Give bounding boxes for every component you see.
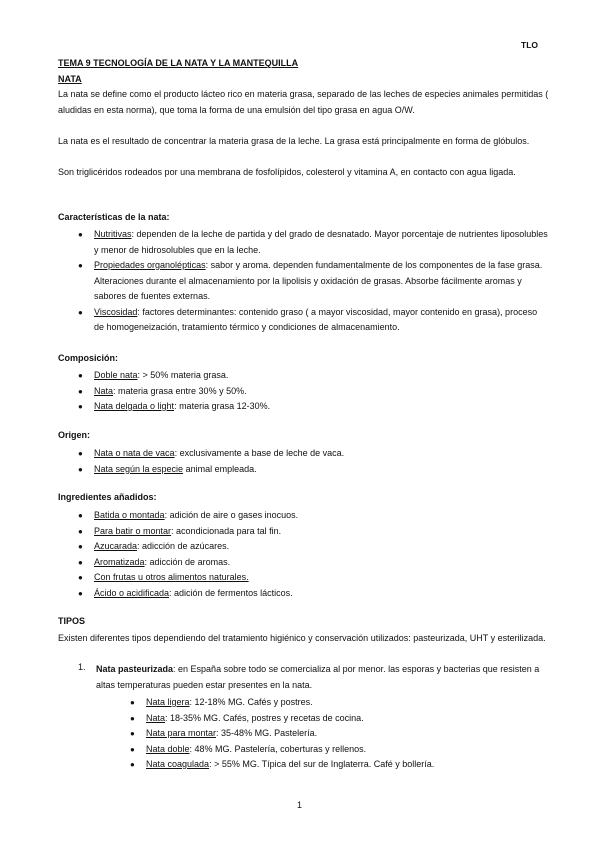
ingredientes-heading: Ingredientes añadidos: — [58, 492, 157, 502]
list-item — [78, 662, 548, 693]
tipos-intro: Existen diferentes tipos dependiendo del tratamiento higiénico y conservación utilizados: pasteurizada, UHT y esterilizada. — [58, 633, 546, 643]
list-item — [78, 586, 548, 602]
list-item — [78, 399, 548, 415]
item-text: : sabor y aroma. dependen fundamentalmente de los componentes de la fase grasa. Alteraciones durante el almacenamiento por la lipolisis y oxidación de grasas. Absorbe fácilmente aromas y sabores de fuentes externas. — [94, 260, 543, 301]
list-item — [78, 305, 548, 336]
item-term: Nata para montar — [146, 728, 217, 738]
ingredientes-list — [78, 508, 548, 601]
pasteurizada-sublist — [130, 695, 550, 773]
item-text: : acondicionada para tal fin. — [171, 525, 282, 536]
item-text: : materia grasa 12-30%. — [174, 401, 271, 411]
list-item — [130, 711, 550, 727]
item-text: : > 50% materia grasa. — [137, 370, 229, 380]
item-number: 1. — [78, 662, 86, 672]
item-text: : adicción de azúcares. — [137, 541, 230, 551]
item-text: : 35-48% MG. Pastelería. — [216, 728, 318, 738]
item-term: Nata doble — [146, 743, 190, 754]
item-term: Nata pasteurizada — [96, 664, 174, 674]
composicion-list — [78, 368, 548, 415]
page-header: TLO — [521, 40, 538, 50]
item-text: : exclusivamente a base de leche de vaca. — [174, 448, 345, 458]
item-term: Viscosidad — [94, 306, 138, 317]
section-subtitle: NATA — [58, 74, 82, 84]
item-term: Nata — [94, 385, 114, 396]
origen-heading: Origen: — [58, 430, 91, 440]
item-term: Nata ligera — [146, 697, 190, 707]
item-term: Propiedades organolépticas — [94, 260, 206, 270]
item-term: Ácido o acidificada — [94, 587, 170, 598]
item-term: Nata coagulada — [146, 759, 210, 769]
item-term: Nata según la especie — [94, 463, 184, 474]
caracteristicas-heading: Características de la nata: — [58, 212, 170, 222]
intro-paragraph-2: La nata es el resultado de concentrar la materia grasa de la leche. La grasa está principalmente en forma de glóbulos. — [58, 136, 530, 146]
list-item — [78, 539, 548, 555]
item-term: Batida o montada — [94, 510, 165, 520]
list-item — [78, 524, 548, 540]
list-item — [130, 742, 550, 758]
item-text: : adicción de aromas. — [144, 556, 231, 567]
caracteristicas-list — [78, 227, 548, 336]
item-text: : 48% MG. Pastelería, coberturas y rellenos. — [189, 743, 367, 754]
document-title: TEMA 9 TECNOLOGÍA DE LA NATA Y LA MANTEQUILLA — [58, 58, 299, 68]
page-number: 1 — [297, 800, 303, 810]
intro-paragraph-1: La nata se define como el producto lácteo rico en materia grasa, separado de las leches de especies animales permitidas ( aludidas en esta norma), que toma la forma de una emulsión del tipo grasa en agua O/W. — [58, 89, 549, 115]
origen-list — [78, 446, 548, 477]
list-item — [78, 258, 548, 305]
item-text: : materia grasa entre 30% y 50%. — [113, 385, 247, 396]
item-text: : 18-35% MG. Cafés, postres y recetas de cocina. — [165, 712, 364, 723]
list-item — [130, 695, 550, 711]
item-text: animal empleada. — [183, 463, 257, 474]
item-term: Nata delgada o light — [94, 401, 175, 411]
list-item — [78, 555, 548, 571]
list-item — [78, 570, 548, 586]
list-item — [130, 726, 550, 742]
list-item — [78, 446, 548, 462]
composicion-heading: Composición: — [58, 353, 118, 363]
list-item — [130, 757, 550, 773]
item-term: Doble nata — [94, 370, 138, 380]
intro-paragraph-3: Son triglicéridos rodeados por una membrana de fosfolípidos, colesterol y vitamina A, en contacto con agua ligada. — [58, 167, 516, 177]
list-item — [78, 462, 548, 478]
item-text: : dependen de la leche de partida y del grado de desnatado. Mayor porcentaje de nutrientes liposolubles y menor de hidrosolubles que en la leche. — [94, 229, 548, 255]
list-item — [78, 227, 548, 258]
item-term: Nata o nata de vaca — [94, 448, 175, 458]
item-term: Nutritivas — [94, 229, 132, 239]
item-text: : adición de fermentos lácticos. — [169, 587, 293, 598]
item-text: : > 55% MG. Típica del sur de Inglaterra. Café y bollería. — [209, 759, 435, 769]
item-text: : adición de aire o gases inocuos. — [164, 510, 299, 520]
item-term: Aromatizada — [94, 556, 145, 567]
item-term: Con frutas u otros alimentos naturales. — [94, 572, 249, 582]
tipos-ordered-list — [78, 662, 548, 693]
list-item — [78, 368, 548, 384]
tipos-heading: TIPOS — [58, 616, 86, 626]
list-item — [78, 508, 548, 524]
list-item — [78, 384, 548, 400]
item-text: : factores determinantes: contenido graso ( a mayor viscosidad, mayor contenido en grasa), proceso de homogeneización, tratamiento térmico y condiciones de almacenamiento. — [94, 306, 538, 332]
item-text: : 12-18% MG. Cafés y postres. — [189, 697, 313, 707]
item-term: Azucarada — [94, 541, 138, 551]
item-term: Nata — [146, 712, 166, 723]
item-term: Para batir o montar — [94, 525, 172, 536]
item-text: : en España sobre todo se comercializa al por menor. las esporas y bacterias que resisten a altas temperaturas pueden estar presentes en la nata. — [96, 664, 540, 690]
